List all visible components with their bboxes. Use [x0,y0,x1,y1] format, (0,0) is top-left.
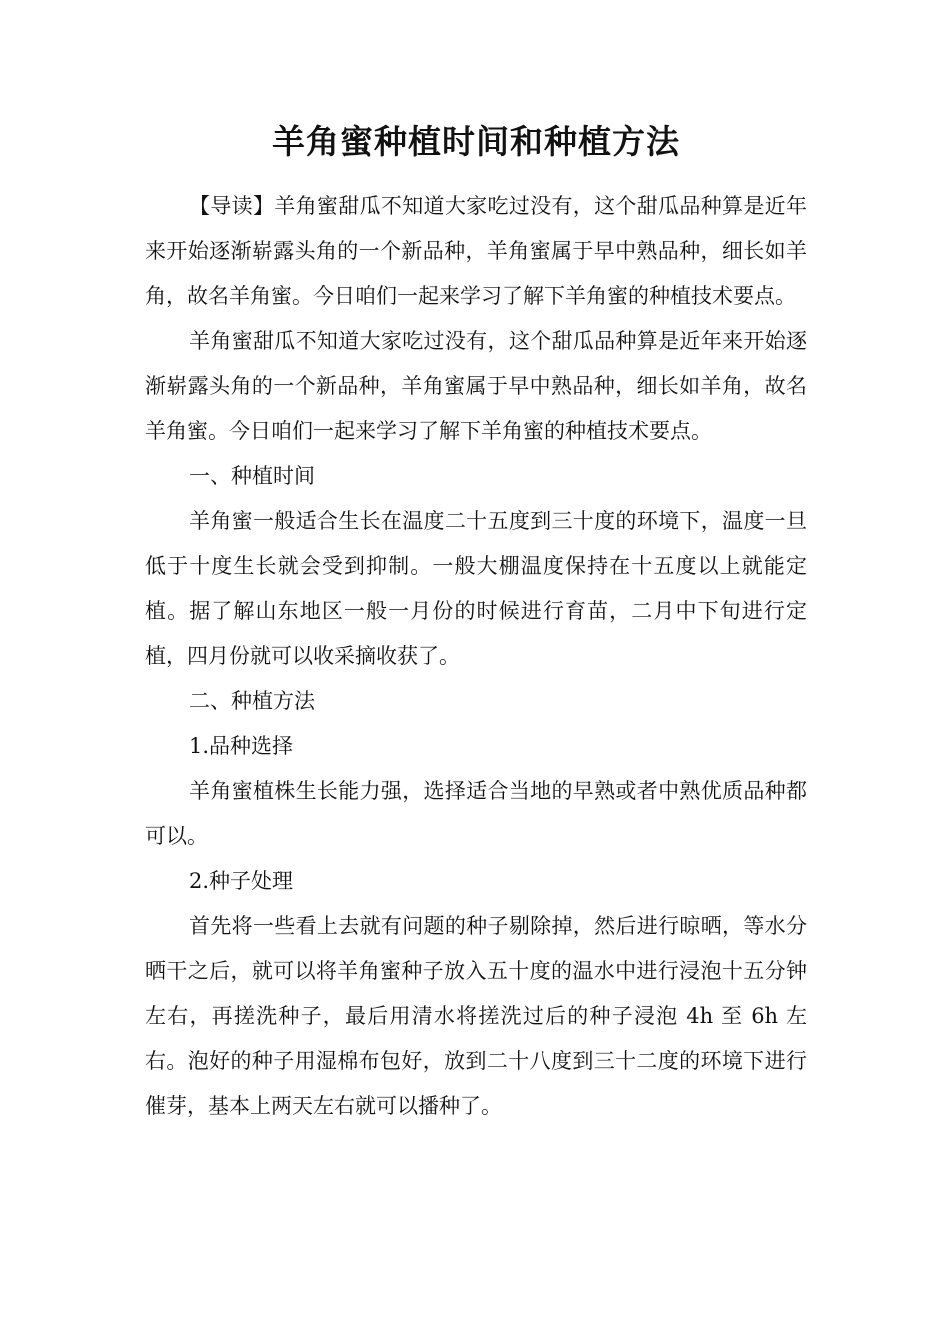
subheading-variety-selection: 1.品种选择 [189,734,294,758]
heading-planting-time: 一、种植时间 [189,464,315,488]
paragraph-summary: 羊角蜜甜瓜不知道大家吃过没有，这个甜瓜品种算是近年来开始逐渐崭露头角的一个新品种，羊角蜜属于早中熟品种，细长如羊角，故名羊角蜜。今日咱们一起来学习了解下羊角蜜的种植技术要点。 [145,329,807,443]
paragraph-intro: 【导读】羊角蜜甜瓜不知道大家吃过没有，这个甜瓜品种算是近年来开始逐渐崭露头角的一个新品种，羊角蜜属于早中熟品种，细长如羊角，故名羊角蜜。今日咱们一起来学习了解下羊角蜜的种植技术要点。 [145,194,807,308]
document-title: 羊角蜜种植时间和种植方法 [272,122,680,161]
document-page [145,118,807,1129]
paragraph-variety-selection: 羊角蜜植株生长能力强，选择适合当地的早熟或者中熟优质品种都可以。 [145,779,807,848]
heading-planting-method: 二、种植方法 [189,689,315,713]
subheading-seed-treatment: 2.种子处理 [189,869,294,893]
paragraph-planting-time: 羊角蜜一般适合生长在温度二十五度到三十度的环境下，温度一旦低于十度生长就会受到抑制。一般大棚温度保持在十五度以上就能定植。据了解山东地区一般一月份的时候进行育苗，二月中下旬进行定植，四月份就可以收采摘收获了。 [145,509,807,668]
paragraph-seed-treatment: 首先将一些看上去就有问题的种子剔除掉，然后进行晾晒，等水分晒干之后，就可以将羊角蜜种子放入五十度的温水中进行浸泡十五分钟左右，再搓洗种子，最后用清水将搓洗过后的种子浸泡 4h 至 6h 左右。泡好的种子用湿棉布包好，放到二十八度到三十二度的环境下进行催芽，基本上两天左右就可以播种了。 [145,914,807,1118]
